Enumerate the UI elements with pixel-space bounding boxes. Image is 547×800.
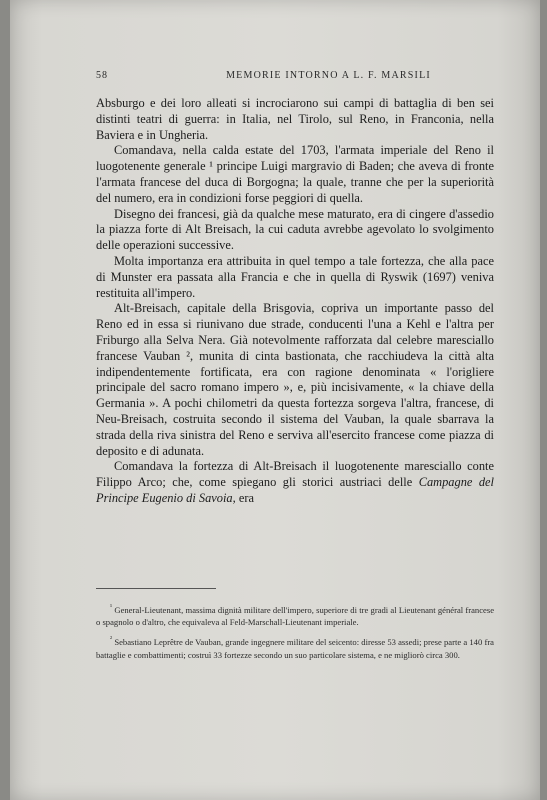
footnotes — [96, 601, 494, 665]
running-title: MEMORIE INTORNO A L. F. MARSILI — [226, 70, 431, 81]
paragraph: Molta importanza era attribuita in quel tempo a tale fortezza, che alla pace di Munster era passata alla Francia e che in quella di Ryswik (1697) veniva restituita all'impero. — [96, 253, 494, 300]
footnote-rule — [96, 588, 216, 589]
page-number: 58 — [96, 70, 108, 81]
footnote-mark: ¹ — [110, 603, 113, 611]
paragraph: Absburgo e dei loro alleati si incrociarono sui campi di battaglia di ben sei distinti teatri di guerra: in Italia, nel Tirolo, sul Reno, in Franconia, nella Baviera e in Ungheria. — [96, 96, 494, 142]
paragraph — [96, 459, 494, 506]
book-page — [10, 0, 540, 800]
footnote-text: Sebastiano Leprêtre de Vauban, grande ingegnere militare del seicento: diresse 53 assedi; prese parte a 140 fra battaglie e combattimenti; costruì 33 fortezze secondo un suo particolare sistema, e ne migliorò circa 300. — [96, 636, 494, 660]
footnote-text: General-Lieutenant, massima dignità militare dell'impero, superiore di tre gradi al Lieutenant général francese o spagnolo o d'altro, che equivaleva al Feld-Marschall-Lieutenant imperiale. — [96, 604, 495, 628]
paragraph-text-end: era — [238, 490, 254, 505]
page-header — [96, 70, 491, 84]
footnote — [96, 633, 494, 661]
paragraph-text: Comandava la fortezza di Alt-Breisach il luogotenente maresciallo conte Filippo Arco; che, come spiegano gli storici austriaci delle — [96, 459, 494, 490]
body-text — [96, 96, 494, 507]
paragraph: Disegno dei francesi, già da qualche mese maturato, era di cingere d'assedio la piazza forte di Alt Breisach, la cui caduta avrebbe agevolato lo svolgimento delle operazioni successive. — [96, 206, 494, 253]
paragraph: Comandava, nella calda estate del 1703, l'armata imperiale del Reno il luogotenente generale ¹ principe Luigi margravio di Baden; che aveva di fronte l'armata francese del duca di Borgogna; la quale, tranne che per la superiorità del numero, era in condizioni forse peggiori di quella. — [96, 143, 494, 205]
footnote — [96, 601, 494, 629]
footnote-mark: ² — [110, 635, 113, 644]
paragraph: Alt-Breisach, capitale della Brisgovia, copriva un importante passo del Reno ed in essa si riunivano due strade, conducenti l'una a Kehl e l'altra per Friburgo alla Selva Nera. Già notevolmente rafforzata dal celebre maresciallo francese Vauban ², munita di cinta bastionata, che racchiudeva la città alta indipendentemente fortificata, era con ragione denominata « l'origliere principale del sacro romano impero », e, più incisivamente, « la chiave della Germania ». A pochi chilometri da questa fortezza sorgeva l'altra, francese, di Neu-Breisach, costruita secondo il sistema del Vauban, la quale sbarrava la strada della riva sinistra del Reno e serviva all'esercito francese come piazza di deposito e di adunata. — [96, 301, 494, 458]
book-title-italic: Campagne del Principe Eugenio di Savoia, — [96, 475, 494, 505]
